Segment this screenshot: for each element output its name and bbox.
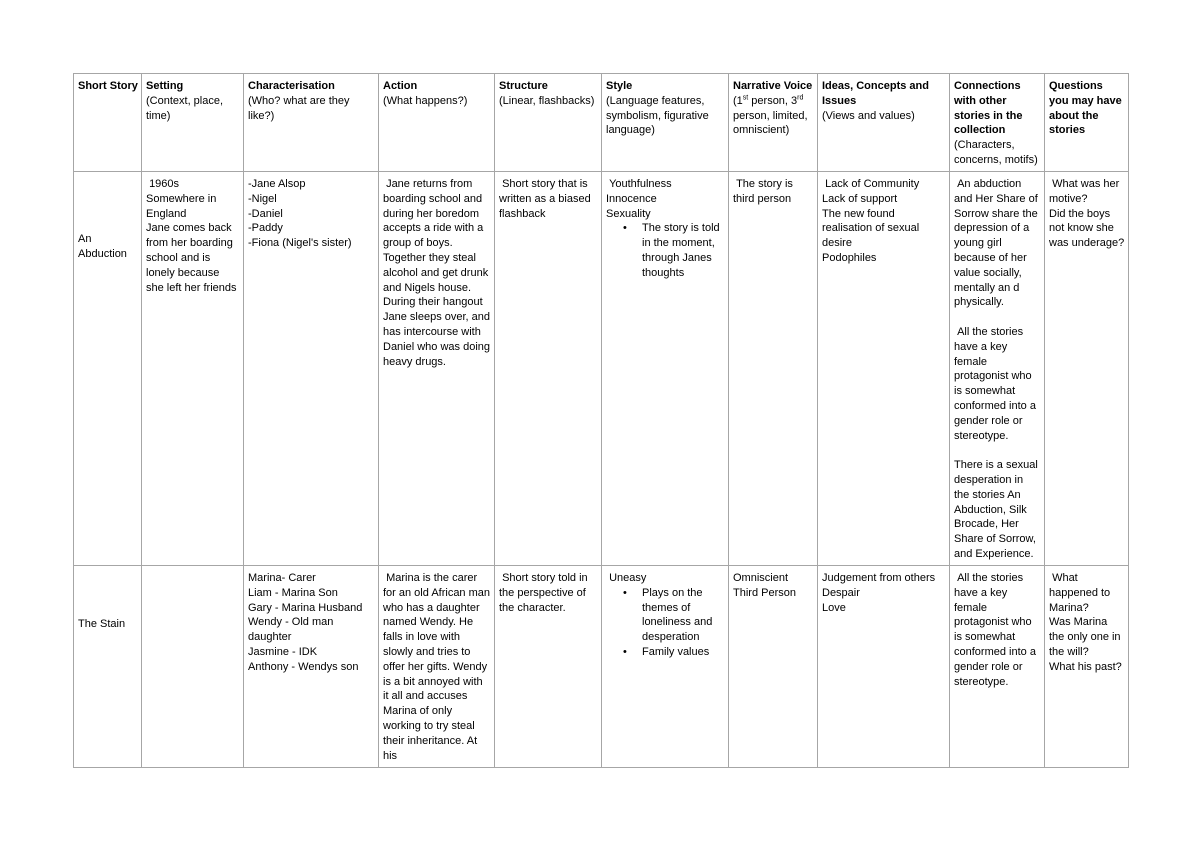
connections-cell: [950, 172, 1045, 566]
setting-line: Jane comes back from her boarding school and is lonely because she left her friends: [146, 222, 237, 294]
character-line: -Fiona (Nigel's sister): [248, 237, 352, 250]
style-line: Innocence: [606, 192, 657, 205]
character-line: Anthony - Wendys son: [248, 660, 359, 673]
setting-cell: [142, 172, 244, 566]
style-bullet-item: • Family values: [642, 645, 725, 660]
style-cell: [602, 172, 729, 566]
style-bullet-list: [606, 586, 725, 660]
voice-sub-b: person, 3: [748, 94, 798, 107]
header-row: [74, 74, 1129, 172]
header-ideas-sub: (Views and values): [822, 109, 915, 122]
ideas-cell: [818, 566, 950, 768]
header-voice-sub: [733, 94, 814, 138]
style-cell: [602, 566, 729, 768]
header-setting-title: Setting: [146, 80, 184, 92]
style-bullet-list: [606, 221, 725, 280]
ideas-cell: [818, 172, 950, 566]
header-narrative-voice: [729, 74, 818, 172]
questions-cell: [1045, 172, 1129, 566]
paragraph-gap: [954, 310, 1041, 325]
structure-text: Short story that is written as a biased flashback: [499, 178, 594, 220]
voice-line: Third Person: [733, 586, 796, 599]
header-characterisation: [244, 74, 379, 172]
header-short-story-label: Short Story: [78, 80, 138, 92]
action-cell: [379, 566, 495, 768]
header-setting-sub: (Context, place, time): [146, 94, 224, 122]
header-style: [602, 74, 729, 172]
idea-line: Judgement from others: [822, 572, 936, 584]
questions-cell: [1045, 566, 1129, 768]
character-line: -Daniel: [248, 207, 283, 220]
question-line: Did the boys not know she was underage?: [1049, 207, 1125, 250]
header-char-title: Characterisation: [248, 80, 335, 92]
question-line: What happened to Marina?: [1049, 572, 1114, 614]
connection-paragraph: There is a sexual desperation in the stories An Abduction, Silk Brocade, Her Share of Sorrow, and Experience.: [954, 459, 1041, 560]
style-line: Uneasy: [606, 572, 647, 584]
action-cell: [379, 172, 495, 566]
action-text: Marina is the carer for an old African man who has a daughter named Wendy. He falls in love with slowly and tries to offer her gifts. Wendy is a bit annoyed with it all and accuses Marina of only working to try steal their inheritance. At his: [383, 572, 494, 762]
header-char-sub: (Who? what are they like?): [248, 94, 350, 122]
narrative-voice-cell: [729, 566, 818, 768]
narrative-voice-cell: [729, 172, 818, 566]
connections-cell: [950, 566, 1045, 768]
header-action-sub: (What happens?): [383, 94, 468, 107]
story-title-cell: [74, 566, 142, 768]
header-style-title: Style: [606, 80, 633, 92]
character-line: -Paddy: [248, 222, 283, 235]
question-line: What his past?: [1049, 660, 1122, 673]
header-questions-title: Questions you may have about the stories: [1049, 80, 1122, 137]
header-style-sub: (Language features, symbolism, figurative language): [606, 94, 709, 137]
character-line: Liam - Marina Son: [248, 586, 338, 599]
story-title: The Stain: [78, 618, 126, 631]
story-title: An Abduction: [78, 232, 127, 260]
idea-line: The new found realisation of sexual desire: [822, 207, 923, 250]
header-conn-title: Connections with other stories in the collection: [954, 80, 1023, 137]
header-connections: [950, 74, 1045, 172]
action-text: Jane returns from boarding school and during her boredom accepts a ride with a group of boys. Together they steal alcohol and get drunk and Nigels house. During their hangout Jane sleeps over, and has intercourse with Daniel who was doing heavy drugs.: [383, 178, 494, 368]
header-structure: [495, 74, 602, 172]
voice-sup-st: st: [742, 94, 749, 102]
header-action-title: Action: [383, 80, 418, 92]
style-bullet-item: • The story is told in the moment, through Janes thoughts: [642, 221, 725, 280]
characterisation-cell: [244, 172, 379, 566]
voice-sub-a: (1: [733, 94, 743, 107]
paragraph-gap: [954, 443, 1041, 458]
style-bullet-item: • Plays on the themes of loneliness and desperation: [642, 586, 725, 645]
header-ideas-title: Ideas, Concepts and Issues: [822, 80, 929, 107]
character-line: Gary - Marina Husband: [248, 601, 363, 614]
structure-cell: [495, 172, 602, 566]
idea-line: Love: [822, 601, 846, 614]
idea-line: Lack of Community: [822, 178, 920, 190]
character-line: -Nigel: [248, 192, 277, 205]
header-voice-title: Narrative Voice: [733, 80, 813, 92]
header-structure-sub: (Linear, flashbacks): [499, 94, 595, 107]
character-line: Jasmine - IDK: [248, 645, 318, 658]
idea-line: Lack of support: [822, 192, 898, 205]
header-action: [379, 74, 495, 172]
style-line: Youthfulness: [606, 178, 672, 190]
short-stories-table: [73, 73, 1129, 768]
header-ideas: [818, 74, 950, 172]
header-short-story: [74, 74, 142, 172]
header-setting: [142, 74, 244, 172]
voice-text: The story is third person: [733, 178, 796, 205]
character-line: -Jane Alsop: [248, 178, 306, 190]
character-line: Wendy - Old man daughter: [248, 616, 337, 644]
voice-sup-rd: rd: [797, 94, 804, 102]
question-line: Was Marina the only one in the will?: [1049, 616, 1124, 658]
header-structure-title: Structure: [499, 80, 548, 92]
voice-line: Omniscient: [733, 572, 789, 584]
characterisation-cell: [244, 566, 379, 768]
header-conn-sub: (Characters, concerns, motifs): [954, 139, 1038, 166]
idea-line: Podophiles: [822, 251, 877, 264]
row-the-stain: [74, 566, 1129, 768]
question-line: What was her motive?: [1049, 178, 1123, 205]
structure-text: Short story told in the perspective of the character.: [499, 572, 591, 614]
setting-line: Somewhere in England: [146, 192, 220, 220]
row-an-abduction: [74, 172, 1129, 566]
setting-line: 1960s: [146, 178, 180, 190]
idea-line: Despair: [822, 586, 860, 599]
voice-sub-c: person, limited, omniscient): [733, 109, 808, 137]
setting-cell: [142, 566, 244, 768]
story-title-cell: [74, 172, 142, 566]
style-line: Sexuality: [606, 207, 651, 220]
header-questions: [1045, 74, 1129, 172]
connection-paragraph: An abduction and Her Share of Sorrow share the depression of a young girl because of her value socially, mentally an d physically.: [954, 178, 1041, 309]
character-line: Marina- Carer: [248, 572, 316, 584]
structure-cell: [495, 566, 602, 768]
connection-paragraph: All the stories have a key female protagonist who is somewhat conformed into a gender role or stereotype.: [954, 325, 1039, 442]
connection-paragraph: All the stories have a key female protagonist who is somewhat conformed into a gender role or stereotype.: [954, 572, 1039, 688]
